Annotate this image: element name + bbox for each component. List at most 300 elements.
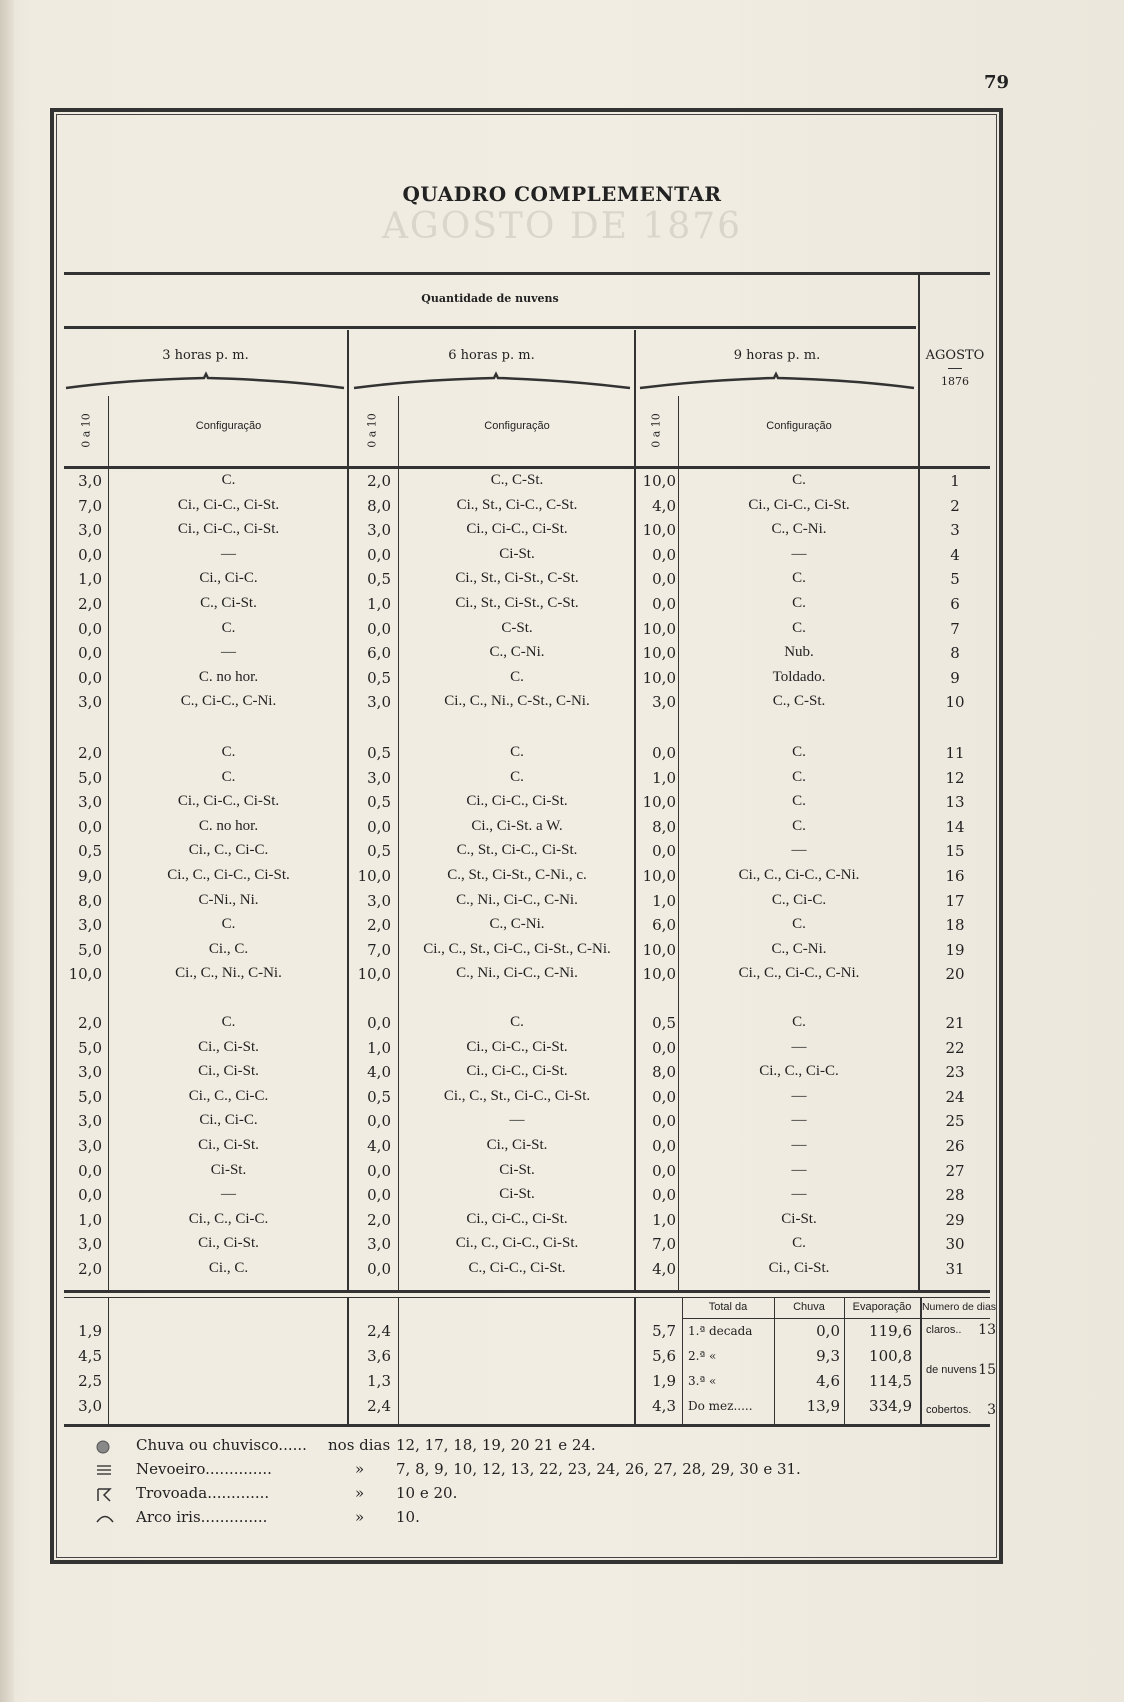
amount-6pm: 10,0 xyxy=(357,965,391,984)
body-divider-1 xyxy=(108,468,109,1290)
config-3pm: Ci., Ci-St. xyxy=(198,1137,259,1153)
day-number: 27 xyxy=(945,1161,965,1180)
scale-label-9pm: 0 a 10 xyxy=(649,413,663,448)
amount-9pm: 0,0 xyxy=(652,1186,676,1205)
col-divider-3-scale xyxy=(108,396,109,466)
amount-3pm: 5,0 xyxy=(78,1087,102,1106)
days-count-label: cobertos. xyxy=(926,1404,972,1416)
legend-days: 7, 8, 9, 10, 12, 13, 22, 23, 24, 26, 27, 28, 29, 30 e 31. xyxy=(396,1460,801,1478)
config-6pm: Ci-St. xyxy=(499,1186,535,1203)
amount-3pm: 3,0 xyxy=(78,693,102,712)
config-3pm: Ci., C., Ni., C-Ni. xyxy=(175,965,282,982)
day-number: 6 xyxy=(950,595,960,613)
config-6pm: C. xyxy=(510,768,524,785)
config-9pm: C. xyxy=(792,817,806,834)
amount-9pm: 0,0 xyxy=(652,744,676,762)
summary-top-rule xyxy=(64,1290,990,1293)
config-9pm: C. xyxy=(792,619,806,636)
summary-9pm: 1,9 xyxy=(652,1372,676,1390)
amount-3pm: 0,0 xyxy=(78,817,102,836)
amount-3pm: 5,0 xyxy=(78,1038,102,1057)
summary-6pm: 2,4 xyxy=(367,1322,391,1340)
amount-3pm: 9,0 xyxy=(78,867,102,885)
config-9pm: Ci., Ci-C., Ci-St. xyxy=(748,496,850,513)
summary-div-1 xyxy=(108,1298,109,1424)
amount-3pm: 2,0 xyxy=(78,1014,102,1032)
day-number: 11 xyxy=(945,744,965,762)
amount-3pm: 1,0 xyxy=(78,1210,102,1229)
day-number: 13 xyxy=(945,793,965,812)
amount-6pm: 2,0 xyxy=(367,1210,391,1229)
config-3pm: Ci., Ci-St. xyxy=(198,1235,259,1252)
config-3pm: — xyxy=(221,644,236,661)
day-number: 1 xyxy=(950,472,960,490)
config-6pm: Ci., St., Ci-St., C-St. xyxy=(455,595,579,611)
config-3pm: C., Ci-C., C-Ni. xyxy=(180,693,277,710)
summary-period-label: 3.ª « xyxy=(688,1374,717,1388)
amount-9pm: 0,0 xyxy=(652,545,676,564)
amount-3pm: 0,5 xyxy=(78,842,102,861)
legend-label: Chuva ou chuvisco...... xyxy=(136,1436,307,1454)
amount-9pm: 10,0 xyxy=(642,793,676,812)
config-9pm: Ci., C., Ci-C., C-Ni. xyxy=(738,867,860,883)
day-number: 10 xyxy=(945,693,965,712)
summary-evap: 334,9 xyxy=(869,1397,912,1415)
config-9pm: — xyxy=(791,842,807,859)
config-6pm: Ci., C., Ni., C-St., C-Ni. xyxy=(444,693,590,710)
amount-9pm: 1,0 xyxy=(652,891,676,910)
amount-9pm: 10,0 xyxy=(642,867,676,885)
day-number: 20 xyxy=(945,965,965,984)
config-6pm: C-St. xyxy=(501,619,533,636)
amount-9pm: 8,0 xyxy=(652,817,676,836)
amount-6pm: 2,0 xyxy=(367,916,391,935)
config-6pm: C., C-Ni. xyxy=(489,644,545,661)
summary-period-label: Do mez..... xyxy=(688,1399,753,1413)
amount-3pm: 5,0 xyxy=(78,940,102,959)
day-number: 3 xyxy=(950,521,960,540)
config-6pm: C., Ni., Ci-C., C-Ni. xyxy=(456,891,578,908)
config-6pm: C., Ci-C., Ci-St. xyxy=(468,1260,566,1276)
amount-6pm: 1,0 xyxy=(367,595,391,613)
amount-3pm: 0,0 xyxy=(78,1186,102,1205)
amount-3pm: 0,0 xyxy=(78,619,102,638)
config-label-9pm: Configuração xyxy=(766,420,832,432)
col-divider-9-scale xyxy=(678,396,679,466)
legend-prefix: nos dias xyxy=(328,1436,391,1454)
amount-3pm: 3,0 xyxy=(78,472,102,490)
amount-9pm: 10,0 xyxy=(642,619,676,638)
legend-label: Arco iris.............. xyxy=(136,1508,268,1526)
legend-prefix: » xyxy=(355,1508,365,1526)
legend-days: 12, 17, 18, 19, 20 21 e 24. xyxy=(396,1436,596,1454)
config-3pm: C-Ni., Ni. xyxy=(198,891,259,908)
amount-9pm: 10,0 xyxy=(642,521,676,540)
config-9pm: — xyxy=(791,1161,807,1178)
config-9pm: C. xyxy=(792,768,806,785)
header-bottom-rule xyxy=(64,466,990,469)
summary-chuva: 4,6 xyxy=(816,1372,840,1390)
header-3pm: 3 horas p. m. xyxy=(162,348,249,363)
amount-9pm: 0,0 xyxy=(652,842,676,861)
day-number: 28 xyxy=(945,1186,965,1205)
amount-9pm: 0,0 xyxy=(652,1112,676,1131)
day-number: 9 xyxy=(950,668,960,687)
config-3pm: Ci., Ci-C., Ci-St. xyxy=(177,793,280,810)
config-6pm: Ci., Ci-St. a W. xyxy=(471,817,563,834)
amount-3pm: 0,0 xyxy=(78,668,102,687)
day-number: 8 xyxy=(950,644,960,663)
amount-6pm: 0,5 xyxy=(367,1087,391,1106)
config-6pm: Ci., Ci-C., Ci-St. xyxy=(466,1063,568,1080)
summary-6pm: 2,4 xyxy=(367,1397,391,1415)
amount-9pm: 10,0 xyxy=(642,644,676,663)
amount-6pm: 0,0 xyxy=(367,619,391,638)
config-9pm: — xyxy=(791,1087,807,1104)
config-3pm: Ci., C., Ci-C., Ci-St. xyxy=(167,867,290,883)
scale-label-6pm: 0 a 10 xyxy=(365,413,379,448)
day-number: 19 xyxy=(945,940,965,959)
day-number: 21 xyxy=(945,1014,965,1032)
amount-3pm: 0,0 xyxy=(78,545,102,564)
config-3pm: C. no hor. xyxy=(198,668,259,685)
day-number: 5 xyxy=(950,570,960,589)
config-6pm: Ci-St. xyxy=(499,545,535,562)
amount-9pm: 10,0 xyxy=(642,965,676,984)
amount-9pm: 1,0 xyxy=(652,768,676,787)
day-number: 4 xyxy=(950,545,960,564)
amount-9pm: 10,0 xyxy=(642,472,676,490)
config-6pm: Ci., St., Ci-St., C-St. xyxy=(455,570,579,587)
summary-period-label: 2.ª « xyxy=(688,1349,717,1363)
config-9pm: — xyxy=(791,1186,807,1203)
config-9pm: C. xyxy=(792,1235,806,1252)
config-6pm: C. xyxy=(510,1014,524,1030)
day-number: 14 xyxy=(945,817,965,836)
config-9pm: — xyxy=(791,545,807,562)
config-9pm: Nub. xyxy=(784,644,814,661)
amount-3pm: 3,0 xyxy=(78,916,102,935)
amount-6pm: 3,0 xyxy=(367,693,391,712)
days-count-value: 13 xyxy=(978,1322,996,1338)
amount-3pm: 1,0 xyxy=(78,570,102,589)
day-number: 7 xyxy=(950,619,960,638)
summary-chuva: 9,3 xyxy=(816,1347,840,1365)
day-number: 29 xyxy=(945,1210,965,1229)
summary-chuva: 0,0 xyxy=(816,1322,840,1340)
amount-6pm: 0,5 xyxy=(367,842,391,861)
config-3pm: Ci., C., Ci-C. xyxy=(188,1087,269,1104)
summary-bottom-rule xyxy=(64,1424,990,1427)
config-6pm: C. xyxy=(510,744,524,760)
summary-header-evap: Evaporação xyxy=(852,1301,912,1313)
config-9pm: — xyxy=(791,1137,807,1153)
rainbow-arc-icon xyxy=(95,1511,115,1527)
amount-6pm: 4,0 xyxy=(367,1137,391,1155)
page-number: 79 xyxy=(984,72,1010,93)
amount-9pm: 10,0 xyxy=(642,668,676,687)
summary-3pm: 2,5 xyxy=(78,1372,102,1390)
summary-3pm: 4,5 xyxy=(78,1347,102,1365)
config-9pm: C. xyxy=(792,744,806,760)
amount-6pm: 3,0 xyxy=(367,1235,391,1254)
config-6pm: C., St., Ci-St., C-Ni., c. xyxy=(447,867,587,883)
amount-6pm: 8,0 xyxy=(367,496,391,515)
amount-3pm: 3,0 xyxy=(78,1063,102,1082)
amount-9pm: 6,0 xyxy=(652,916,676,935)
amount-9pm: 0,0 xyxy=(652,1161,676,1180)
config-9pm: C., C-St. xyxy=(772,693,826,710)
summary-6pm: 1,3 xyxy=(367,1372,391,1390)
config-3pm: Ci., Ci-C. xyxy=(199,570,258,587)
amount-9pm: 7,0 xyxy=(652,1235,676,1254)
amount-6pm: 0,0 xyxy=(367,1161,391,1180)
config-3pm: — xyxy=(221,1186,236,1203)
days-count-value: 15 xyxy=(978,1362,996,1378)
config-3pm: C., Ci-St. xyxy=(200,595,257,611)
config-6pm: C., C-Ni. xyxy=(489,916,545,933)
config-9pm: C. xyxy=(792,793,806,810)
config-3pm: Ci., C., Ci-C. xyxy=(188,842,269,859)
amount-9pm: 8,0 xyxy=(652,1063,676,1082)
summary-top-rule-thin xyxy=(64,1297,990,1298)
config-label-6pm: Configuração xyxy=(484,420,550,432)
config-6pm: C. xyxy=(510,668,524,685)
amount-3pm: 3,0 xyxy=(78,1112,102,1131)
summary-6pm: 3,6 xyxy=(367,1347,391,1365)
days-count-label: claros.. xyxy=(926,1324,962,1336)
config-9pm: Ci., C., Ci-C., C-Ni. xyxy=(738,965,860,982)
config-9pm: — xyxy=(791,1038,807,1055)
amount-3pm: 0,0 xyxy=(78,644,102,663)
brace-decoration xyxy=(64,370,916,394)
config-6pm: C., C-St. xyxy=(490,472,544,488)
legend-label: Nevoeiro.............. xyxy=(136,1460,272,1478)
config-6pm: Ci., C., St., Ci-C., Ci-St. xyxy=(443,1087,591,1104)
amount-6pm: 6,0 xyxy=(367,644,391,663)
amount-9pm: 1,0 xyxy=(652,1210,676,1229)
amount-9pm: 0,0 xyxy=(652,1038,676,1057)
amount-9pm: 0,0 xyxy=(652,1087,676,1106)
config-6pm: Ci., Ci-C., Ci-St. xyxy=(466,1038,568,1055)
config-3pm: Ci., Ci-C., Ci-St. xyxy=(177,521,280,538)
legend-prefix: » xyxy=(355,1460,365,1478)
fog-lines-icon xyxy=(95,1463,113,1481)
amount-6pm: 3,0 xyxy=(367,521,391,540)
scale-label-3pm: 0 a 10 xyxy=(79,413,93,448)
summary-evap: 119,6 xyxy=(869,1322,912,1340)
amount-6pm: 0,0 xyxy=(367,1186,391,1205)
month-column-divider xyxy=(918,274,920,466)
day-number: 30 xyxy=(945,1235,965,1254)
summary-evap: 100,8 xyxy=(869,1347,912,1365)
day-number: 2 xyxy=(950,496,960,515)
config-6pm: Ci., Ci-St. xyxy=(486,1137,548,1153)
config-3pm: Ci., C., Ci-C. xyxy=(188,1210,269,1227)
amount-3pm: 2,0 xyxy=(78,744,102,762)
amount-9pm: 10,0 xyxy=(642,940,676,959)
day-number: 17 xyxy=(945,891,965,910)
amount-3pm: 10,0 xyxy=(68,965,102,984)
header-9pm: 9 horas p. m. xyxy=(733,348,821,363)
amount-6pm: 4,0 xyxy=(367,1063,391,1082)
day-number: 22 xyxy=(945,1038,965,1057)
header-top-rule xyxy=(64,272,990,275)
summary-3pm: 1,9 xyxy=(78,1322,102,1340)
col-divider-6-scale xyxy=(398,396,399,466)
config-3pm: Ci., Ci-St. xyxy=(198,1063,259,1080)
config-9pm: C., C-Ni. xyxy=(771,940,827,957)
config-3pm: Ci., Ci-C. xyxy=(199,1112,258,1129)
day-number: 23 xyxy=(945,1063,965,1082)
amount-6pm: 1,0 xyxy=(367,1038,391,1057)
amount-6pm: 0,0 xyxy=(367,1260,391,1278)
config-6pm: Ci., St., Ci-C., C-St. xyxy=(456,496,578,513)
amount-6pm: 0,5 xyxy=(367,668,391,687)
day-number: 18 xyxy=(945,916,965,935)
config-3pm: Ci., Ci-C., Ci-St. xyxy=(177,496,280,513)
config-6pm: Ci., C., Ci-C., Ci-St. xyxy=(455,1235,579,1252)
config-3pm: C. xyxy=(221,1014,236,1030)
config-9pm: Toldado. xyxy=(772,668,826,685)
page-title: QUADRO COMPLEMENTAR xyxy=(402,182,722,206)
body-divider-5 xyxy=(678,468,679,1290)
body-divider-3 xyxy=(398,468,399,1290)
config-9pm: — xyxy=(791,1112,807,1129)
legend-label: Trovoada............. xyxy=(136,1484,270,1502)
config-6pm: C., St., Ci-C., Ci-St. xyxy=(456,842,578,859)
amount-9pm: 4,0 xyxy=(652,496,676,515)
amount-9pm: 4,0 xyxy=(652,1260,676,1278)
config-3pm: — xyxy=(221,545,236,562)
amount-9pm: 0,0 xyxy=(652,1137,676,1155)
config-3pm: C. xyxy=(221,619,236,636)
config-9pm: C. xyxy=(792,595,806,611)
amount-3pm: 3,0 xyxy=(78,793,102,812)
group-rule xyxy=(64,326,916,329)
summary-header-rule xyxy=(682,1318,990,1319)
config-3pm: C. xyxy=(221,472,236,488)
amount-3pm: 0,0 xyxy=(78,1161,102,1180)
config-9pm: Ci., C., Ci-C. xyxy=(759,1063,839,1080)
amount-9pm: 0,0 xyxy=(652,570,676,589)
amount-6pm: 3,0 xyxy=(367,891,391,910)
amount-6pm: 0,5 xyxy=(367,744,391,762)
amount-6pm: 0,0 xyxy=(367,1014,391,1032)
config-3pm: Ci-St. xyxy=(210,1161,247,1178)
amount-6pm: 10,0 xyxy=(357,867,391,885)
table-inner-frame xyxy=(56,114,997,1558)
config-9pm: C. xyxy=(792,1014,806,1030)
amount-6pm: 0,0 xyxy=(367,1112,391,1131)
config-3pm: Ci., Ci-St. xyxy=(198,1038,259,1055)
config-6pm: Ci., Ci-C., Ci-St. xyxy=(466,1210,568,1227)
config-3pm: C. no hor. xyxy=(198,817,259,834)
config-9pm: C., C-Ni. xyxy=(771,521,827,538)
config-3pm: Ci., C. xyxy=(208,940,249,957)
summary-div-3 xyxy=(398,1298,399,1424)
config-6pm: C., Ni., Ci-C., C-Ni. xyxy=(456,965,578,982)
amount-3pm: 3,0 xyxy=(78,1137,102,1155)
config-6pm: — xyxy=(509,1112,525,1129)
amount-6pm: 0,5 xyxy=(367,793,391,812)
config-label-3pm: Configuração xyxy=(195,420,262,432)
amount-6pm: 0,5 xyxy=(367,570,391,589)
summary-header-chuva: Chuva xyxy=(793,1301,825,1313)
rain-dot-icon xyxy=(95,1439,111,1459)
page-binding-edge xyxy=(0,0,14,1702)
summary-9pm: 4,3 xyxy=(652,1397,676,1415)
month-year-rule xyxy=(948,368,962,369)
amount-6pm: 7,0 xyxy=(367,940,391,959)
amount-3pm: 3,0 xyxy=(78,521,102,540)
header-month: AGOSTO xyxy=(925,348,985,363)
config-9pm: C., Ci-C. xyxy=(771,891,827,908)
amount-3pm: 3,0 xyxy=(78,1235,102,1254)
bleed-through-text: AGOSTO DE 1876 xyxy=(381,206,743,247)
day-number: 15 xyxy=(945,842,965,861)
day-number: 26 xyxy=(945,1137,965,1155)
group-header: Quantidade de nuvens xyxy=(421,292,559,305)
amount-3pm: 5,0 xyxy=(78,768,102,787)
amount-3pm: 2,0 xyxy=(78,1260,102,1278)
amount-6pm: 2,0 xyxy=(367,472,391,490)
summary-div-5 xyxy=(682,1298,683,1424)
amount-9pm: 0,0 xyxy=(652,595,676,613)
summary-9pm: 5,7 xyxy=(652,1322,676,1340)
config-9pm: C. xyxy=(792,916,806,933)
summary-3pm: 3,0 xyxy=(78,1397,102,1415)
header-6pm: 6 horas p. m. xyxy=(448,348,535,363)
legend-days: 10 e 20. xyxy=(396,1484,458,1502)
summary-div-8 xyxy=(920,1298,922,1424)
summary-9pm: 5,6 xyxy=(652,1347,676,1365)
day-number: 24 xyxy=(945,1087,965,1106)
summary-evap: 114,5 xyxy=(869,1372,912,1390)
config-6pm: Ci-St. xyxy=(499,1161,535,1178)
config-3pm: C. xyxy=(221,916,236,933)
config-3pm: C. xyxy=(221,744,236,760)
legend-prefix: » xyxy=(355,1484,365,1502)
day-number: 25 xyxy=(945,1112,965,1131)
summary-period-label: 1.ª decada xyxy=(688,1324,753,1338)
summary-chuva: 13,9 xyxy=(806,1397,840,1415)
config-9pm: C. xyxy=(792,472,806,488)
thunder-icon xyxy=(95,1487,113,1507)
days-count-label: de nuvens xyxy=(926,1364,977,1376)
amount-3pm: 8,0 xyxy=(78,891,102,910)
amount-6pm: 3,0 xyxy=(367,768,391,787)
config-6pm: Ci., Ci-C., Ci-St. xyxy=(466,521,568,538)
config-6pm: Ci., Ci-C., Ci-St. xyxy=(466,793,568,810)
header-year: 1876 xyxy=(941,375,969,388)
day-number: 16 xyxy=(945,867,965,885)
config-6pm: Ci., C., St., Ci-C., Ci-St., C-Ni. xyxy=(423,940,611,957)
amount-6pm: 0,0 xyxy=(367,817,391,836)
days-count-value: 3 xyxy=(987,1402,996,1418)
day-number: 31 xyxy=(945,1260,965,1278)
summary-header-total: Total da xyxy=(708,1301,748,1313)
amount-3pm: 2,0 xyxy=(78,595,102,613)
config-9pm: Ci., Ci-St. xyxy=(768,1260,830,1276)
amount-3pm: 7,0 xyxy=(78,496,102,515)
config-9pm: Ci-St. xyxy=(781,1210,817,1227)
day-number: 12 xyxy=(945,768,965,787)
amount-9pm: 0,5 xyxy=(652,1014,676,1032)
legend-days: 10. xyxy=(396,1508,420,1526)
config-9pm: C. xyxy=(792,570,806,587)
summary-header-numdias: Numero de dias xyxy=(921,1301,997,1313)
